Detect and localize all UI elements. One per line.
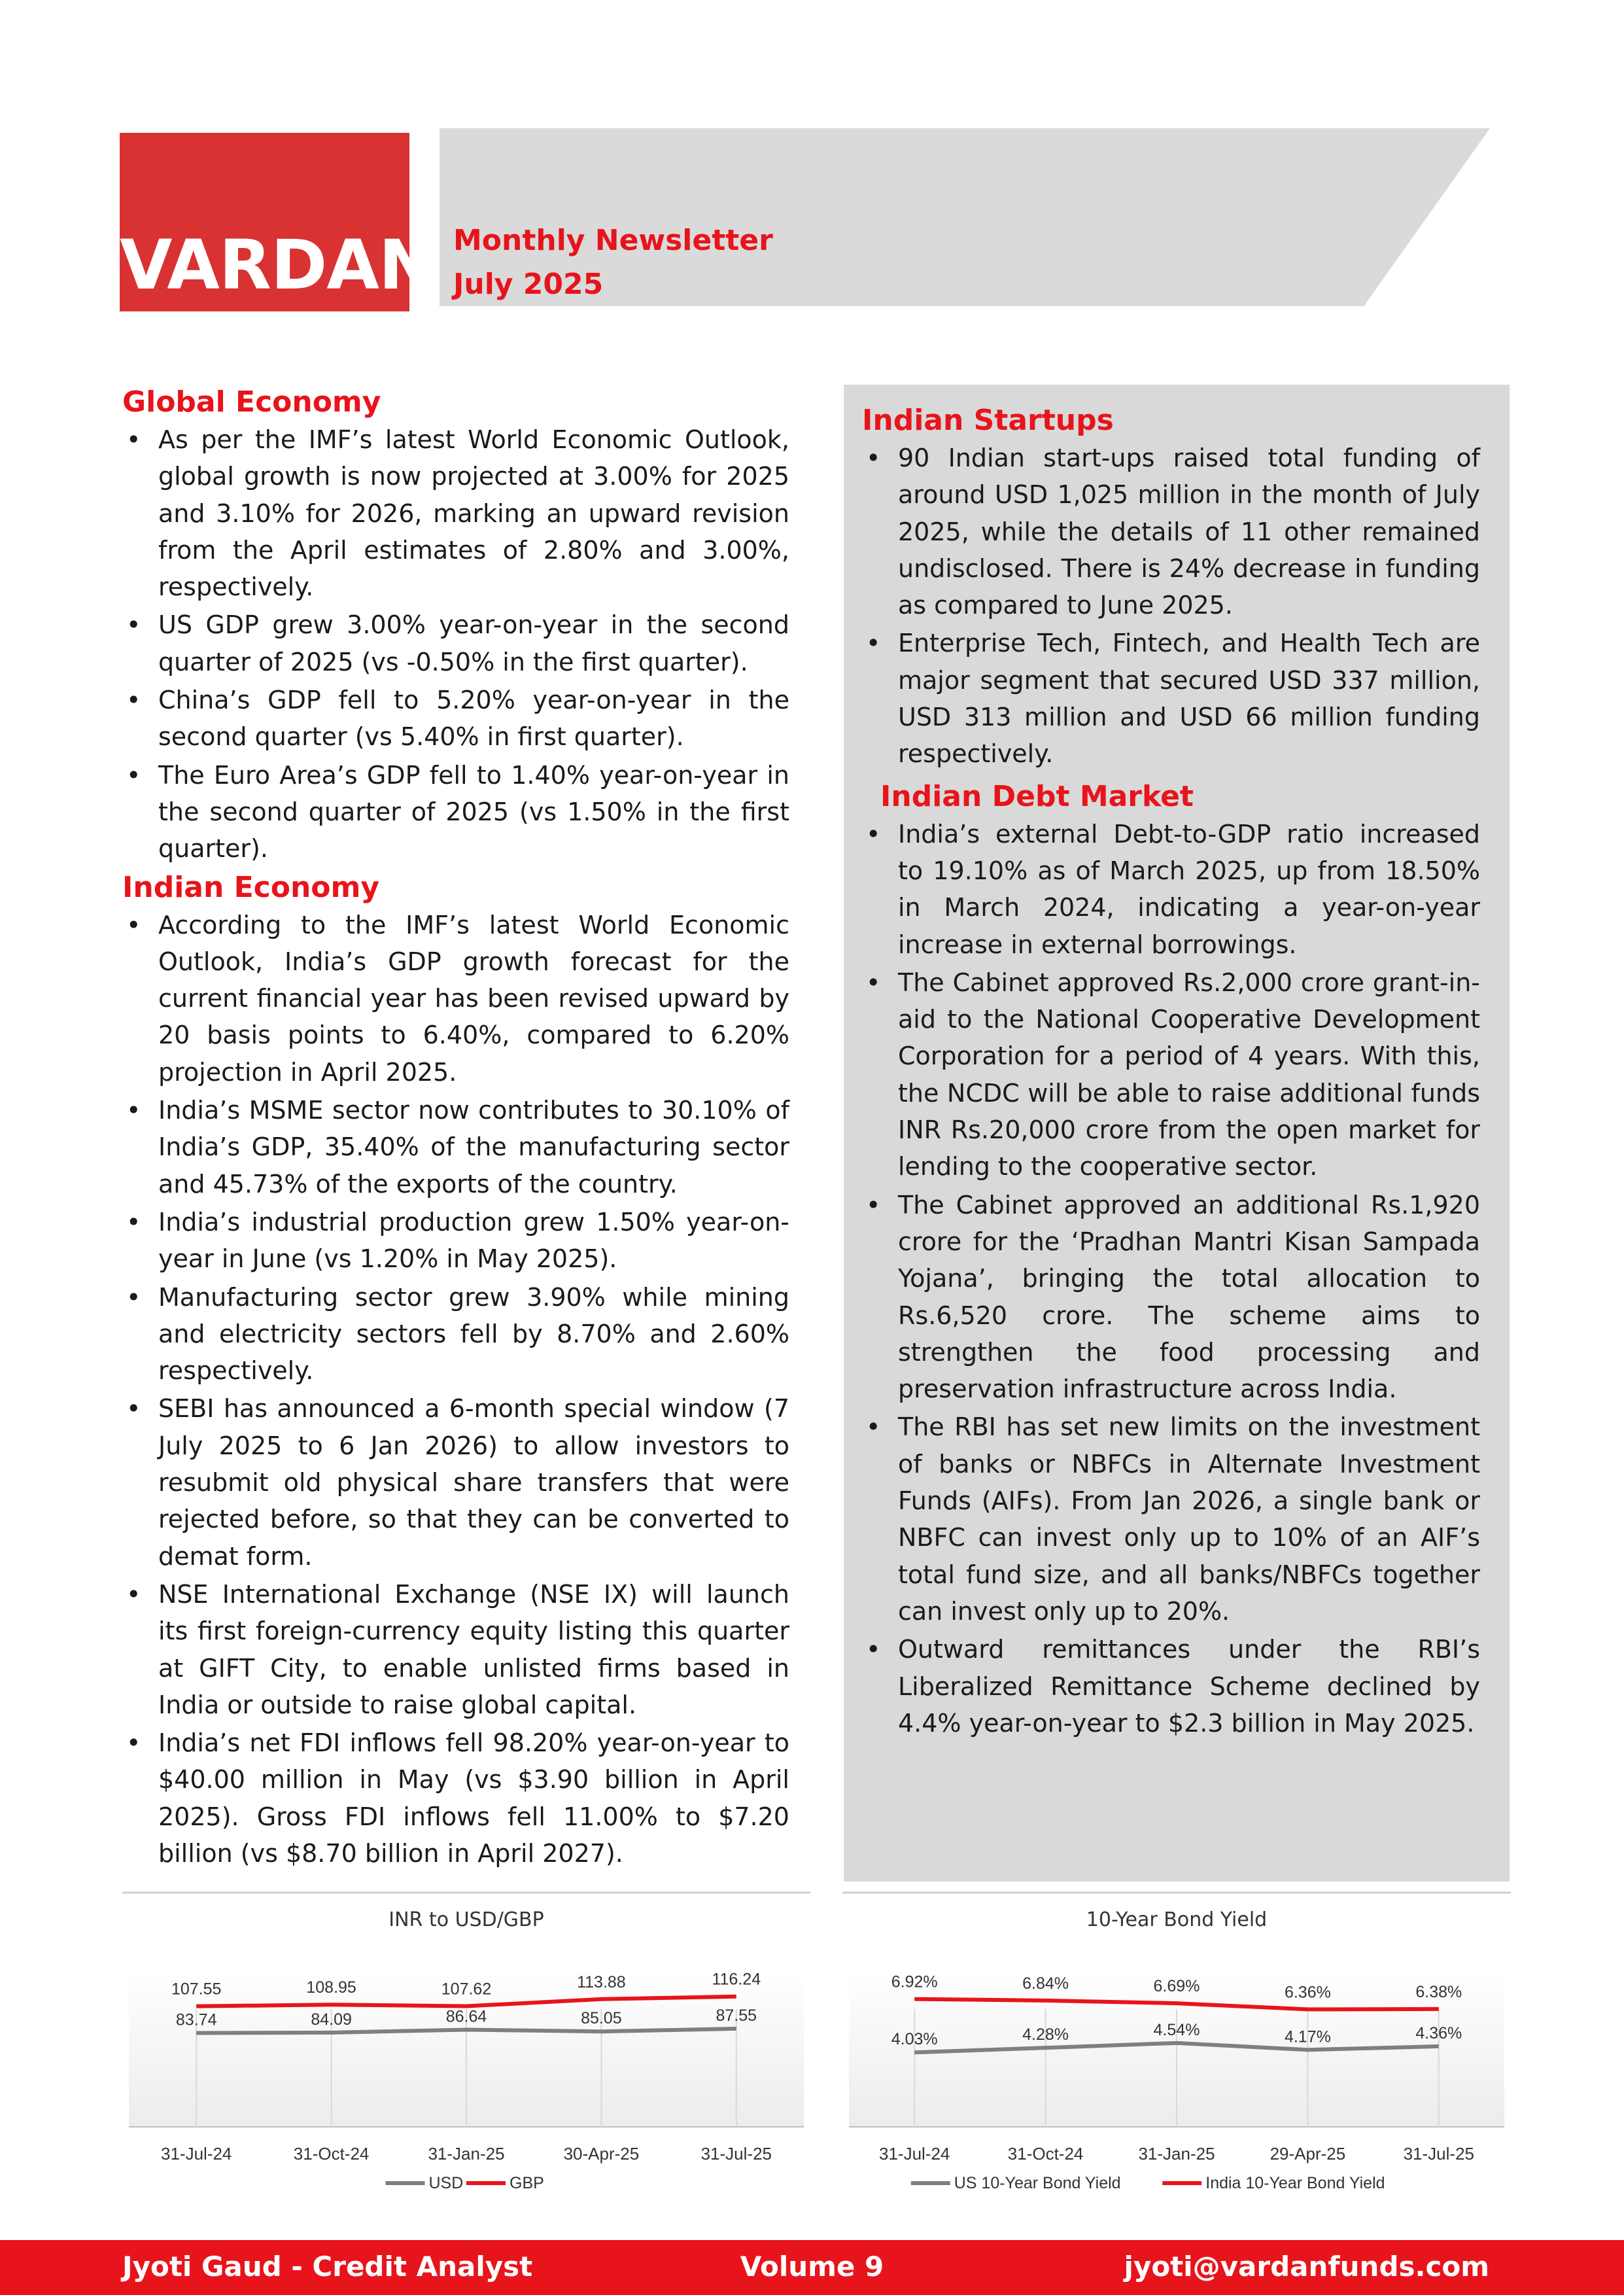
vardan-logo xyxy=(120,133,435,311)
list-item: • The Cabinet approved an additional Rs.1,920 crore for the ‘Pradhan Mantri Kisan Sampada Yojana’, bringing the total allocation to Rs.6,520 crore. The scheme aims to strengthen the food processing and preservation infrastructure across India. xyxy=(862,1187,1480,1408)
indian-debt-market-list xyxy=(862,816,1480,1742)
data-label: 108.95 xyxy=(306,1978,356,1997)
newsletter-heading xyxy=(453,219,773,306)
footer-bar xyxy=(0,2240,1624,2295)
list-item: • India’s net FDI inflows fell 98.20% year-on-year to $40.00 million in May (vs $3.90 billion in April 2025). Gross FDI inflows fell 11.00% to $7.20 billion (vs $8.70 billion in April 2027). xyxy=(122,1725,789,1872)
data-label: 116.24 xyxy=(712,1970,761,1989)
x-tick-label: 31-Jul-24 xyxy=(878,2144,950,2164)
indian-startups-title: Indian Startups xyxy=(862,404,1114,437)
left-column xyxy=(122,383,789,1873)
x-tick-label: 29-Apr-25 xyxy=(1270,2144,1346,2164)
data-label: 6.36% xyxy=(1284,1983,1331,2002)
legend-label: US 10-Year Bond Yield xyxy=(954,2174,1121,2192)
x-tick-label: 31-Jul-25 xyxy=(1403,2144,1475,2164)
x-tick-label: 31-Oct-24 xyxy=(293,2144,370,2164)
right-column xyxy=(862,402,1480,1743)
data-label: 4.28% xyxy=(1022,2025,1069,2044)
list-item: • NSE International Exchange (NSE IX) will launch its first foreign-currency equity listing this quarter at GIFT City, to enable unlisted firms based in India or outside to raise global capital. xyxy=(122,1576,789,1723)
data-label: 85.05 xyxy=(581,2009,622,2028)
data-label: 107.55 xyxy=(171,1980,222,1999)
data-label: 6.84% xyxy=(1022,1974,1069,1993)
list-item: • Outward remittances under the RBI’s Liberalized Remittance Scheme declined by 4.4% year-on-year to $2.3 billion in May 2025. xyxy=(862,1631,1480,1742)
data-label: 6.69% xyxy=(1153,1977,1200,1996)
footer-email[interactable]: jyoti@vardanfunds.com xyxy=(1124,2251,1489,2283)
data-label: 83.74 xyxy=(175,2010,217,2029)
logo-text: VARDAN xyxy=(120,225,435,305)
footer-author: Jyoti Gaud - Credit Analyst xyxy=(122,2251,533,2283)
list-item: • The Cabinet approved Rs.2,000 crore grant-in-aid to the National Cooperative Development Corporation for a period of 4 years. With this, the NCDC will be able to raise additional funds INR Rs.20,000 crore from the open market for lending to the cooperative sector. xyxy=(862,964,1480,1185)
global-economy-title: Global Economy xyxy=(122,385,381,419)
list-item: • US GDP grew 3.00% year-on-year in the second quarter of 2025 (vs -0.50% in the first quarter). xyxy=(122,606,789,680)
indian-economy-title: Indian Economy xyxy=(122,870,380,904)
data-label: 4.36% xyxy=(1415,2023,1462,2042)
data-label: 86.64 xyxy=(445,2007,487,2026)
list-item: • Manufacturing sector grew 3.90% while mining and electricity sectors fell by 8.70% and 2.60% respectively. xyxy=(122,1279,789,1390)
x-tick-label: 30-Apr-25 xyxy=(563,2144,640,2164)
list-item: • Enterprise Tech, Fintech, and Health Tech are major segment that secured USD 337 million, USD 313 million and USD 66 million funding respectively. xyxy=(862,625,1480,772)
x-tick-label: 31-Jan-25 xyxy=(428,2144,505,2164)
list-item: • India’s industrial production grew 1.50% year-on-year in June (vs 1.20% in May 2025). xyxy=(122,1204,789,1278)
list-item: • India’s MSME sector now contributes to 30.10% of India’s GDP, 35.40% of the manufacturing sector and 45.73% of the exports of the country. xyxy=(122,1092,789,1202)
inr-exchange-rate-chart xyxy=(122,1891,810,2205)
data-label: 4.03% xyxy=(891,2030,938,2049)
legend-label: GBP xyxy=(510,2174,544,2192)
data-label: 87.55 xyxy=(716,2006,757,2025)
x-tick-label: 31-Jul-25 xyxy=(700,2144,772,2164)
list-item: • 90 Indian start-ups raised total funding of around USD 1,025 million in the month of July 2025, while the details of 11 other remained undisclosed. There is 24% decrease in funding as compared to June 2025. xyxy=(862,440,1480,623)
list-item: • According to the IMF’s latest World Economic Outlook, India’s GDP growth forecast for the current financial year has been revised upward by 20 basis points to 6.40%, compared to 6.20% projection in April 2025. xyxy=(122,907,789,1091)
newsletter-title: Monthly Newsletter xyxy=(453,224,773,257)
indian-startups-list xyxy=(862,440,1480,773)
x-tick-label: 31-Jul-24 xyxy=(160,2144,232,2164)
x-tick-label: 31-Oct-24 xyxy=(1007,2144,1084,2164)
list-item: • China’s GDP fell to 5.20% year-on-year in the second quarter (vs 5.40% in first quarter). xyxy=(122,682,789,756)
footer-volume: Volume 9 xyxy=(740,2251,884,2283)
chart-canvas xyxy=(842,1891,1511,2205)
chart-canvas xyxy=(122,1891,810,2205)
data-label: 113.88 xyxy=(577,1972,626,1991)
data-label: 4.17% xyxy=(1284,2027,1331,2046)
list-item: • SEBI has announced a 6-month special window (7 July 2025 to 6 Jan 2026) to allow investors to resubmit old physical share transfers that were rejected before, so that they can be converted to demat form. xyxy=(122,1390,789,1574)
data-label: 6.92% xyxy=(891,1972,938,1991)
list-item: • India’s external Debt-to-GDP ratio increased to 19.10% as of March 2025, up from 18.50% in March 2024, indicating a year-on-year increase in external borrowings. xyxy=(862,816,1480,963)
indian-economy-list xyxy=(122,907,789,1872)
data-label: 4.54% xyxy=(1153,2020,1200,2039)
newsletter-date: July 2025 xyxy=(453,268,604,301)
data-label: 107.62 xyxy=(441,1980,492,1999)
list-item: • The Euro Area’s GDP fell to 1.40% year-on-year in the second quarter of 2025 (vs 1.50% in the first quarter). xyxy=(122,757,789,867)
legend-label: India 10-Year Bond Yield xyxy=(1205,2174,1385,2192)
list-item: • The RBI has set new limits on the investment of banks or NBFCs in Alternate Investment Funds (AIFs). From Jan 2026, a single bank or NBFC can invest only up to 10% of an AIF’s total fund size, and all banks/NBFCs together can invest only up to 20%. xyxy=(862,1409,1480,1630)
data-label: 6.38% xyxy=(1415,1982,1462,2001)
global-economy-list xyxy=(122,421,789,867)
legend-label: USD xyxy=(428,2174,464,2192)
x-tick-label: 31-Jan-25 xyxy=(1138,2144,1215,2164)
bond-yield-chart xyxy=(842,1891,1511,2205)
list-item: • As per the IMF’s latest World Economic Outlook, global growth is now projected at 3.00% for 2025 and 3.10% for 2026, marking an upward revision from the April estimates of 2.80% and 3.00%, respectively. xyxy=(122,421,789,605)
data-label: 84.09 xyxy=(311,2010,352,2029)
chart-title: INR to USD/GBP xyxy=(389,1908,544,1931)
chart-title: 10-Year Bond Yield xyxy=(1086,1908,1268,1931)
indian-debt-market-title: Indian Debt Market xyxy=(880,779,1194,813)
